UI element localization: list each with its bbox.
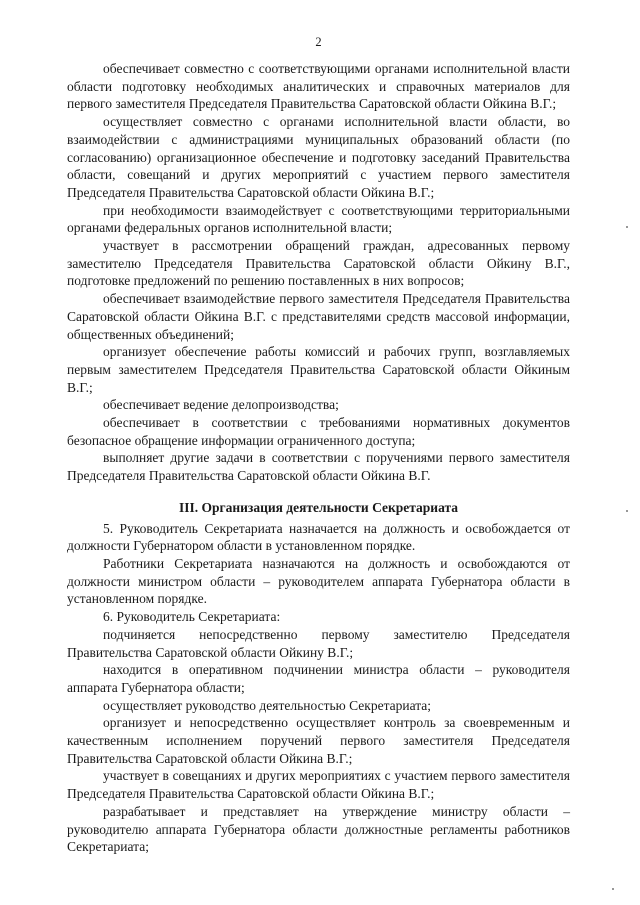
paragraph: обеспечивает совместно с соответствующими органами исполнительной власти области подготовку необходимых аналитических и справочных материалов для первого заместителя Председателя Правительства Саратовской области Ойкина В.Г.; — [67, 61, 570, 112]
scan-speck — [612, 888, 614, 890]
paragraph: осуществляет совместно с органами исполнительной власти области, во взаимодействии с администрациями муниципальных образований области (по согласованию) организационное обеспечение и подготовку заседаний Правительства области, совещаний и других мероприятий с участием первого заместителя Председателя Правительства Саратовской области Ойкина В.Г.; — [67, 114, 570, 200]
section-title: III. Организация деятельности Секретариата — [178, 499, 459, 515]
page-number: 2 — [315, 35, 322, 49]
paragraphs-before — [67, 60, 570, 485]
scan-speck — [626, 510, 628, 512]
paragraph: Работники Секретариата назначаются на должность и освобождаются от должности министром области – руководителем аппарата Губернатора области в установленном порядке. — [67, 555, 570, 607]
paragraph: при необходимости взаимодействует с соответствующими территориальными органами федеральных органов исполнительной власти; — [67, 202, 570, 236]
paragraph: обеспечивает в соответствии с требованиями нормативных документов безопасное обращение информации ограниченного доступа; — [67, 415, 570, 448]
paragraphs-after — [67, 520, 570, 856]
paragraph: разрабатывает и представляет на утверждение министру области – руководителю аппарата Губернатора области должностные регламенты работников Секретариата; — [67, 803, 570, 855]
paragraph: осуществляет руководство деятельностью Секретариата; — [103, 697, 432, 713]
paragraph: организует обеспечение работы комиссий и рабочих групп, возглавляемых первым заместителем Председателя Правительства Саратовской области Ойкиным В.Г.; — [67, 344, 570, 395]
paragraph: участвует в совещаниях и других мероприятиях с участием первого заместителя Председателя Правительства Саратовской области Ойкина В.Г.; — [67, 768, 570, 802]
paragraph: обеспечивает ведение делопроизводства; — [103, 397, 339, 413]
paragraph: организует и непосредственно осуществляет контроль за своевременным и качественным исполнением поручений первого заместителя Председателя Правительства Саратовской области Ойкина В.Г.; — [67, 715, 570, 766]
paragraph: участвует в рассмотрении обращений граждан, адресованных первому заместителю Председателя Правительства Саратовской области Ойкину В.Г., подготовке предложений по решению поставленных в них вопросов; — [67, 238, 570, 289]
paragraph: выполняет другие задачи в соответствии с поручениями первого заместителя Председателя Правительства Саратовской области Ойкина В.Г. — [67, 450, 570, 484]
scan-speck — [626, 226, 628, 228]
paragraph: 6. Руководитель Секретариата: — [103, 609, 281, 625]
paragraph: обеспечивает взаимодействие первого заместителя Председателя Правительства Саратовской области Ойкина В.Г. с представителями средств массовой информации, общественных объединений; — [67, 291, 570, 342]
paragraph: подчиняется непосредственно первому заместителю Председателя Правительства Саратовской области Ойкину В.Г.; — [67, 626, 570, 660]
paragraph: 5. Руководитель Секретариата назначается на должность и освобождается от должности Губернатором области в установленном порядке. — [67, 520, 570, 554]
paragraph: находится в оперативном подчинении министра области – руководителя аппарата Губернатора области; — [67, 662, 570, 695]
